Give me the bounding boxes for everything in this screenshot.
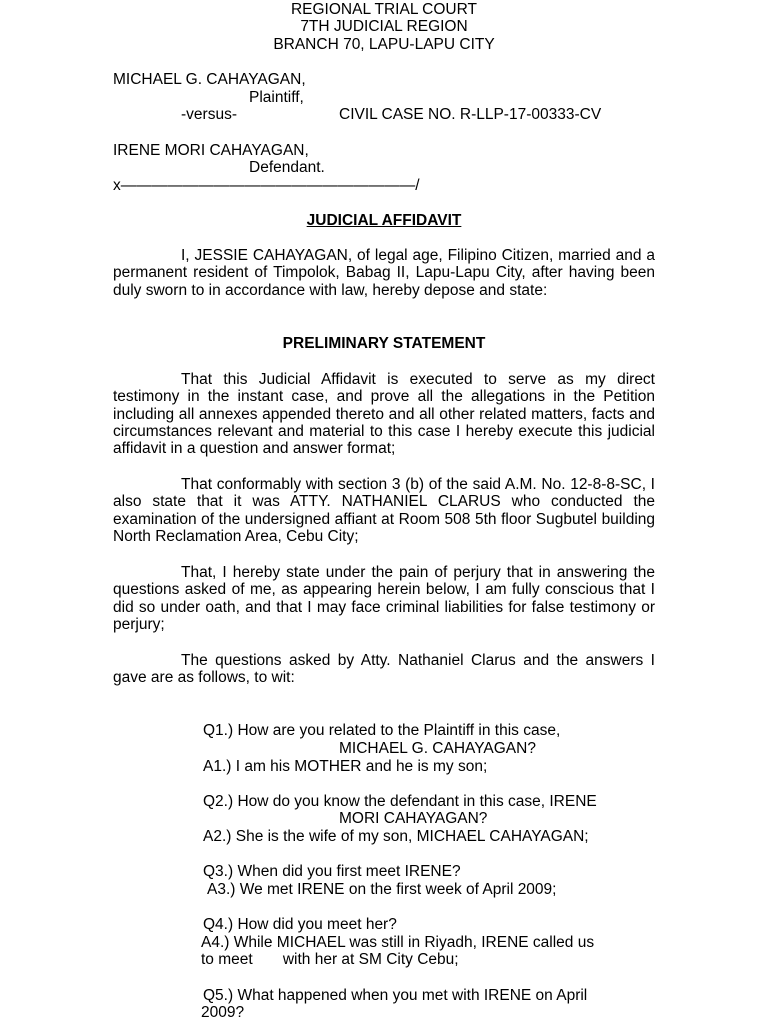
court-region: 7TH JUDICIAL REGION [300, 18, 468, 35]
caption-rule: x———————————————————/ [113, 177, 420, 194]
question-2: Q2.) How do you know the defendant in this case, IRENE [203, 793, 597, 810]
question-3: Q3.) When did you first meet IRENE? [203, 863, 461, 880]
defendant-name: IRENE MORI CAHAYAGAN, [113, 142, 309, 159]
question-1-cont: MICHAEL G. CAHAYAGAN? [339, 740, 536, 757]
intro-paragraph: I, JESSIE CAHAYAGAN, of legal age, Filipino Citizen, married and a permanent resident of Timpolok, Babag II, Lapu-Lapu City, after having been duly sworn to in accordance with law, hereby depose and state: [113, 247, 655, 299]
paragraph-3: That, I hereby state under the pain of perjury that in answering the questions asked of me, as appearing herein below, I am fully conscious that I did so under oath, and that I may face criminal liabilities for false testimony or perjury; [113, 564, 655, 633]
question-2-cont: MORI CAHAYAGAN? [339, 810, 488, 827]
answer-4-cont: to meet with her at SM City Cebu; [201, 951, 459, 968]
preliminary-heading: PRELIMINARY STATEMENT [282, 335, 486, 352]
answer-4: A4.) While MICHAEL was still in Riyadh, IRENE called us [201, 934, 595, 951]
question-4: Q4.) How did you meet her? [203, 916, 397, 933]
question-1: Q1.) How are you related to the Plaintiff in this case, [203, 722, 561, 739]
answer-1: A1.) I am his MOTHER and he is my son; [203, 758, 488, 775]
answer-3: A3.) We met IRENE on the first week of April 2009; [207, 881, 557, 898]
court-branch: BRANCH 70, LAPU-LAPU CITY [273, 36, 495, 53]
document-title: JUDICIAL AFFIDAVIT [306, 212, 462, 229]
case-number: CIVIL CASE NO. R-LLP-17-00333-CV [339, 106, 602, 123]
question-5-cont: 2009? [201, 1004, 245, 1021]
plaintiff-role: Plaintiff, [249, 89, 304, 106]
question-5: Q5.) What happened when you met with IRENE on April [203, 987, 588, 1004]
versus-label: -versus- [181, 106, 237, 123]
plaintiff-name: MICHAEL G. CAHAYAGAN, [113, 71, 306, 88]
paragraph-4: The questions asked by Atty. Nathaniel Clarus and the answers I gave are as follows, to wit: [113, 652, 655, 687]
paragraph-1: That this Judicial Affidavit is executed to serve as my direct testimony in the instant case, and prove all the allegations in the Petition including all annexes appended thereto and all other related matters, facts and circumstances relevant and material to this case I hereby execute this judicial affidavit in a question and answer format; [113, 371, 655, 458]
defendant-role: Defendant. [249, 159, 325, 176]
paragraph-2: That conformably with section 3 (b) of the said A.M. No. 12-8-8-SC, I also state that it was ATTY. NATHANIEL CLARUS who conducted the examination of the undersigned affiant at Room 508 5th floor Sugbutel building North Reclamation Area, Cebu City; [113, 476, 655, 545]
answer-2: A2.) She is the wife of my son, MICHAEL CAHAYAGAN; [203, 828, 589, 845]
court-name: REGIONAL TRIAL COURT [290, 1, 478, 18]
